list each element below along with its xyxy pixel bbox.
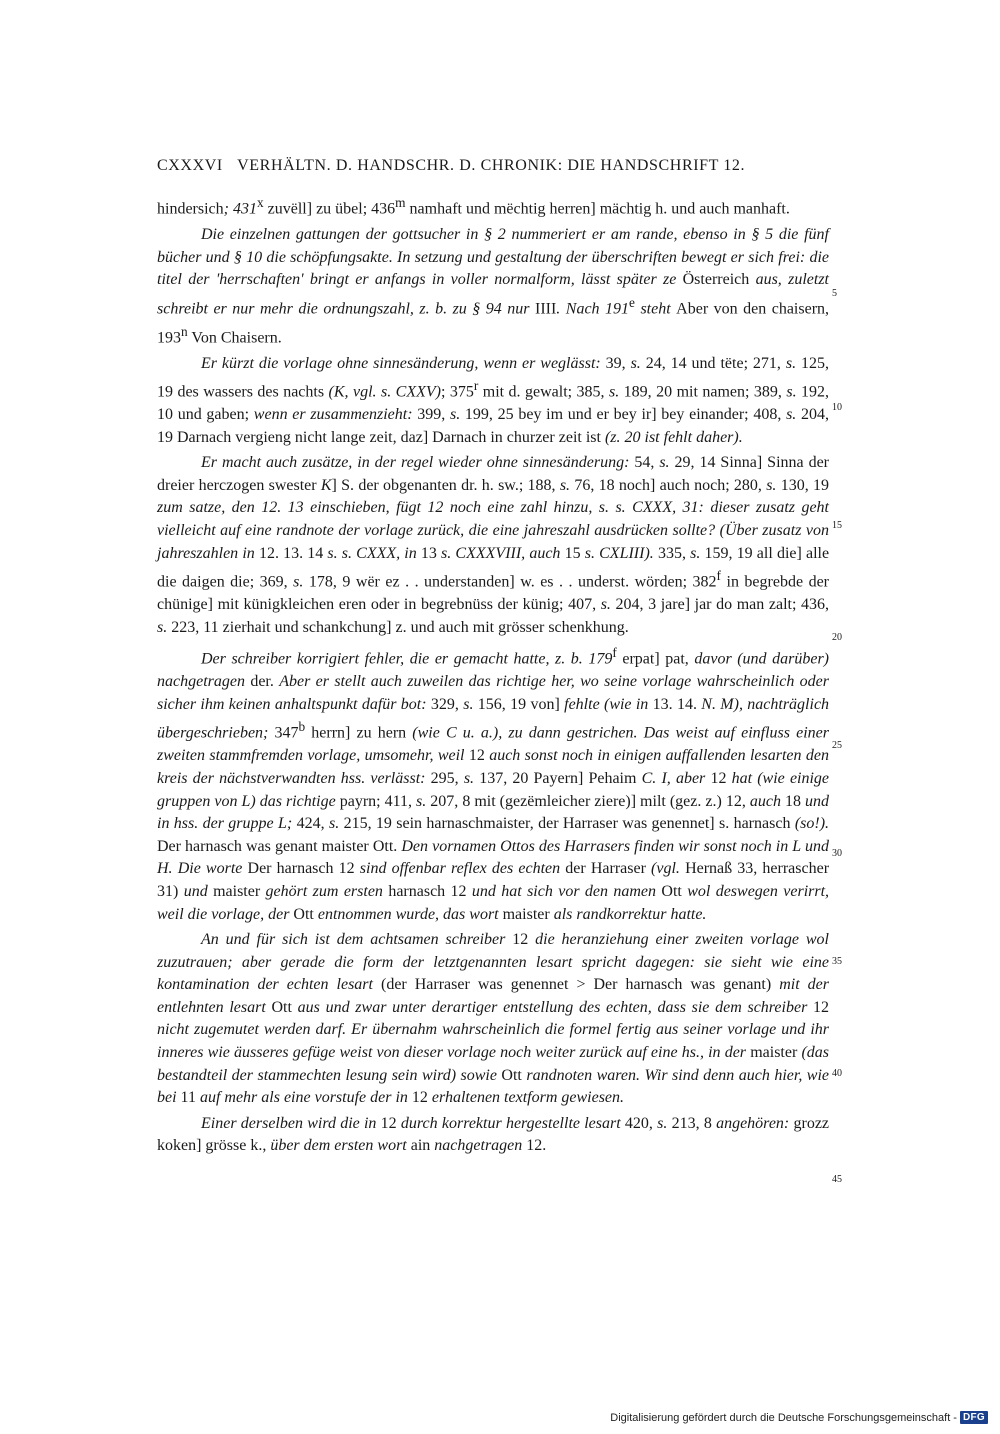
- text-span: (K, vgl. s. CXXV): [328, 383, 441, 401]
- text-span: 76, 18 noch] auch noch; 280,: [570, 476, 767, 494]
- text-span: 12: [512, 931, 536, 949]
- text-span: 215, 19 sein harnaschmaister, der Harraser was genennet] s. harnasch: [339, 815, 795, 833]
- text-span: Ott: [293, 905, 318, 923]
- superscript: b: [298, 719, 306, 735]
- text-span: s. CXLIII).: [584, 544, 654, 562]
- text-span: Er kürzt die vorlage ohne sinnesänderung, wenn er weglässt:: [201, 354, 606, 372]
- text-span: s.: [690, 544, 701, 562]
- line-number: 5: [832, 288, 837, 299]
- dfg-logo: DFG: [960, 1411, 988, 1424]
- text-span: 295,: [430, 769, 464, 787]
- paragraph-7: [157, 1113, 829, 1158]
- text-span: durch korrektur hergestellte lesart: [400, 1114, 625, 1132]
- text-span: die heranziehung einer zweiten vorlage wol zuzutrauen; aber gerade die form der letztgenannten lesart spricht dagegen: sie sieht wie eine kontamination der echten lesart: [157, 931, 829, 994]
- text-span: randnoten waren. Wir sind denn auch hier, wie bei: [157, 1066, 830, 1107]
- text-span: (z. 20 ist fehlt daher).: [604, 428, 743, 446]
- text-span: Der schreiber korrigiert fehler, die er gemacht hatte, z. b. 179: [201, 650, 613, 668]
- text-span: 178, 9 wër ez . . understanden] w. es . . underst. wörden; 382: [303, 573, 717, 591]
- text-span: Ott: [271, 998, 298, 1016]
- superscript: n: [181, 323, 188, 339]
- text-span: fehlte (wie in: [564, 695, 653, 713]
- text-span: maister: [750, 1044, 802, 1062]
- text-span: 125, 19 des wassers des nachts: [157, 354, 830, 401]
- paragraph-5: [157, 642, 829, 926]
- text-span: harnasch 12: [388, 882, 472, 900]
- text-span: 54,: [634, 454, 660, 472]
- text-span: 213, 8: [667, 1114, 717, 1132]
- text-span: 130, 19: [776, 476, 829, 494]
- text-span: und: [183, 882, 214, 900]
- paragraph-4: [157, 452, 829, 639]
- text-span: s.: [766, 476, 777, 494]
- text-span: s.: [559, 476, 571, 494]
- text-span: 12.: [526, 1137, 547, 1155]
- text-span: entnommen wurde, das wort: [317, 905, 503, 923]
- line-number: 30: [832, 848, 842, 859]
- paragraph-6: [157, 929, 829, 1110]
- text-span: An und für sich ist dem achtsamen schreiber: [201, 931, 513, 949]
- paragraph-3: [157, 353, 829, 450]
- text-span: 207, 8 mit (gezëmleicher ziere)] milt (gez. z.) 12,: [426, 792, 750, 810]
- text-span: sind offenbar reflex des echten: [359, 860, 566, 878]
- text-span: s.: [328, 815, 340, 833]
- text-span: steht: [634, 300, 677, 318]
- text-span: als randkorrektur hatte.: [553, 905, 707, 923]
- text-span: .: [269, 673, 280, 691]
- text-span: Der harnasch was genant maister Ott.: [157, 837, 402, 855]
- text-span: ; 431: [223, 200, 257, 218]
- text-span: s.: [449, 406, 461, 424]
- text-span: s.: [600, 596, 611, 614]
- text-span: 189, 20 mit namen; 389,: [619, 383, 787, 401]
- text-span: Ott: [501, 1066, 527, 1084]
- text-span: s.: [293, 573, 304, 591]
- text-span: 223, 11 zierhait und schankchung] z. und auch mit grösser schenkhung.: [167, 618, 629, 636]
- text-span: Die einzelnen gattungen der gottsucher in § 2 nummeriert er am rande, ebenso in § 5 die fünf bücher und § 10 die schöpfungsakte. In setzung und gestaltung der überschriften bewegt er sich frei: die titel der 'herrschaften' bringt er anfangs in voller normalform, lässt später ze: [157, 225, 829, 289]
- text-span: 12: [333, 860, 360, 878]
- text-span: hindersich: [157, 200, 224, 218]
- text-span: C. I, aber: [641, 769, 711, 787]
- text-span: payrn; 411,: [339, 792, 417, 810]
- text-span: 329,: [430, 695, 464, 713]
- text-span: ain: [410, 1137, 435, 1155]
- text-span: ; 375: [440, 383, 474, 401]
- text-span: Aber von den chaisern: [676, 300, 826, 318]
- footer-text: Digitalisierung gefördert durch die Deutsche Forschungsgemeinschaft -: [610, 1411, 957, 1424]
- text-span: auf mehr als eine vorstufe der in: [199, 1089, 412, 1107]
- text-span: 12: [380, 1114, 401, 1132]
- line-number: 25: [832, 740, 842, 751]
- text-span: wenn er zusammenzieht:: [253, 406, 418, 424]
- text-span: 399,: [417, 406, 450, 424]
- text-span: s.: [657, 1114, 668, 1132]
- text-span: 24, 14 und tëte; 271,: [640, 354, 786, 372]
- line-number: 45: [832, 1174, 842, 1185]
- text-span: nicht zugemutet werden darf. Er übernahm wahrscheinlich die formel fertig aus seiner vorlage und ihr inneres wie äusseres gefüge weist von dieser vorlage noch weiter zurück auf eine hs., in der: [157, 1021, 829, 1062]
- text-span: sowie: [460, 1066, 502, 1084]
- superscript: e: [629, 294, 635, 310]
- text-span: angehören:: [716, 1114, 794, 1132]
- text-span: 159, 19 all die] alle die daigen die; 369,: [157, 544, 830, 591]
- text-span: 347: [274, 724, 299, 742]
- superscript: f: [716, 568, 721, 584]
- text-span: Ott: [661, 882, 688, 900]
- text-span: s.: [609, 383, 620, 401]
- text-span: 12. 13. 14: [258, 544, 328, 562]
- text-span: s.: [157, 618, 168, 636]
- text-span: 204, 19 Darnach vergieng nicht lange zeit, daz] Darnach in churzer zeit ist: [157, 406, 830, 446]
- text-span: 424,: [296, 815, 329, 833]
- text-span: in begrebde der chünige] mit künigkleichen eren oder in begrebnüss der künig; 407,: [157, 573, 829, 614]
- text-span: s.: [786, 383, 797, 401]
- text-span: 12: [813, 998, 829, 1016]
- footer-credit: [610, 1411, 988, 1424]
- text-span: 204, 3 jare] jar do man zalt; 436,: [610, 596, 829, 614]
- line-number: 10: [832, 402, 842, 413]
- line-number: 15: [832, 520, 842, 531]
- text-span: mit der entlehnten lesart: [157, 976, 829, 1016]
- text-span: , 193: [157, 300, 830, 346]
- text-span: (so!).: [794, 815, 830, 833]
- text-span: 12: [468, 747, 490, 765]
- text-span: 12: [411, 1089, 432, 1107]
- text-span: Einer derselben wird die in: [201, 1114, 381, 1132]
- paragraph-2: [157, 224, 829, 350]
- line-number-margin: [832, 192, 856, 1292]
- text-span: IIII: [534, 300, 557, 318]
- text-span: der Harraser: [565, 860, 652, 878]
- text-span: Österreich: [682, 271, 750, 289]
- text-span: s.: [785, 354, 797, 372]
- text-span: N. M), nachträglich übergeschrieben;: [157, 695, 830, 742]
- text-span: zum satze, den 12. 13 einschieben, fügt 12 noch eine zahl hinzu, s. s. CXXX, 31: dieser zusatz geht vielleicht auf eine randnote der vorlage zurück, die eine jahreszahl ausdrücken sollte? (Über zusatz von jahreszahlen in: [157, 499, 829, 562]
- text-span: nachgetragen: [434, 1137, 527, 1155]
- text-span: erhaltenen textform gewiesen.: [431, 1089, 625, 1107]
- text-span: 335,: [653, 544, 691, 562]
- text-span: (der Harraser was genennet > Der harnasch was genant): [380, 976, 780, 994]
- line-number: 20: [832, 632, 842, 643]
- text-span: 192, 10 und gaben;: [157, 383, 830, 424]
- superscript: m: [395, 195, 406, 210]
- text-span: Aber er stellt auch zuweilen das richtige her, wo seine vorlage wahrscheinlich oder sicher ihm keinen anhaltspunkt dafür bot:: [157, 673, 829, 713]
- text-span: 18: [784, 792, 805, 810]
- text-span: der: [250, 673, 270, 691]
- text-span: herrn] zu hern: [305, 724, 413, 742]
- text-span: aus und zwar unter derartiger entstellung des echten, dass sie dem schreiber: [297, 998, 813, 1016]
- text-span: und in hss. der gruppe L;: [157, 792, 829, 833]
- page-folio: CXXXVI: [157, 157, 223, 174]
- line-number: 40: [832, 1068, 842, 1079]
- text-span: auch: [749, 792, 785, 810]
- text-span: maister: [213, 882, 266, 900]
- text-span: grozz koken] grösse k.,: [157, 1114, 830, 1155]
- text-span: gehört zum ersten: [265, 882, 389, 900]
- text-span: s.: [630, 354, 641, 372]
- text-span: zuvëll] zu übel; 436: [263, 200, 396, 218]
- text-span: Der harnasch: [247, 860, 334, 878]
- text-span: maister: [502, 905, 554, 923]
- text-span: (das bestandteil der stammechten lesung sein wird): [157, 1044, 830, 1084]
- line-number: 35: [832, 956, 842, 967]
- text-span: . Nach 191: [556, 300, 630, 318]
- text-span: Er macht auch zusätze, in der regel wieder ohne sinnesänderung:: [201, 454, 635, 472]
- superscript: f: [612, 645, 617, 661]
- text-span: s.: [416, 792, 427, 810]
- text-span: auch sonst noch in einigen auffallenden lesarten den kreis der nächstverwandten hss. verlässt:: [157, 747, 829, 787]
- text-span: s. CXXXVIII, auch: [441, 544, 561, 562]
- text-span: s.: [463, 695, 474, 713]
- text-span: 13. 14.: [652, 695, 702, 713]
- text-span: (wie C u. a.), zu dann gestrichen. Das weist auf einfluss einer zweiten stammfremden vorlage, umsomehr, weil: [157, 724, 829, 765]
- text-span: 420,: [624, 1114, 658, 1132]
- text-span: erpat] pat,: [616, 650, 695, 668]
- text-span: mit d. gewalt; 385,: [478, 383, 609, 401]
- text-span: 12: [710, 769, 732, 787]
- superscript: x: [256, 195, 264, 210]
- text-span: namhaft und mëchtig herren] mächtig h. und auch manhaft.: [405, 200, 790, 218]
- text-span: 15: [560, 544, 585, 562]
- text-span: 13: [416, 544, 442, 562]
- text-span: über dem ersten wort: [270, 1137, 411, 1155]
- text-span: 199, 25 bey im und er bey ir] bey einander; 408,: [460, 406, 787, 424]
- text-span: 29, 14 Sinna] Sinna der dreier herczogen swester: [157, 454, 829, 494]
- paragraph-1: [157, 192, 829, 221]
- text-span: Hernaß 33, herrascher 31): [157, 860, 830, 900]
- text-span: K: [320, 476, 332, 494]
- text-span: wol deswegen verirrt, weil die vorlage, der: [157, 882, 830, 923]
- text-span: s.: [786, 406, 797, 424]
- text-span: ] S. der obgenanten dr. h. sw.; 188,: [331, 476, 560, 494]
- running-head-title: VERHÄLTN. D. HANDSCHR. D. CHRONIK: DIE HANDSCHRIFT 12.: [237, 157, 746, 174]
- text-span: Von Chaisern.: [187, 328, 282, 346]
- text-span: 137, 20 Payern] Pehaim: [474, 769, 642, 787]
- text-span: 39,: [605, 354, 631, 372]
- text-span: hat (wie einige gruppen von L) das richtige: [157, 769, 830, 810]
- text-span: 11: [180, 1089, 200, 1107]
- text-span: 156, 19 von]: [473, 695, 565, 713]
- text-span: (vgl.: [651, 860, 686, 878]
- text-span: s.: [659, 454, 670, 472]
- body-text: [157, 192, 829, 1161]
- text-span: s.: [463, 769, 475, 787]
- text-span: davor (und darüber) nachgetragen: [157, 650, 829, 691]
- text-span: und hat sich vor den namen: [471, 882, 662, 900]
- superscript: r: [473, 378, 479, 394]
- text-span: aus, zuletzt schreibt er nur mehr die ordnungszahl, z. b. zu § 94 nur: [157, 271, 829, 318]
- running-head: [157, 157, 827, 175]
- text-span: s. s. CXXX, in: [327, 544, 417, 562]
- text-span: Den vornamen Ottos des Harrasers finden wir sonst noch in L und H. Die worte: [157, 837, 829, 878]
